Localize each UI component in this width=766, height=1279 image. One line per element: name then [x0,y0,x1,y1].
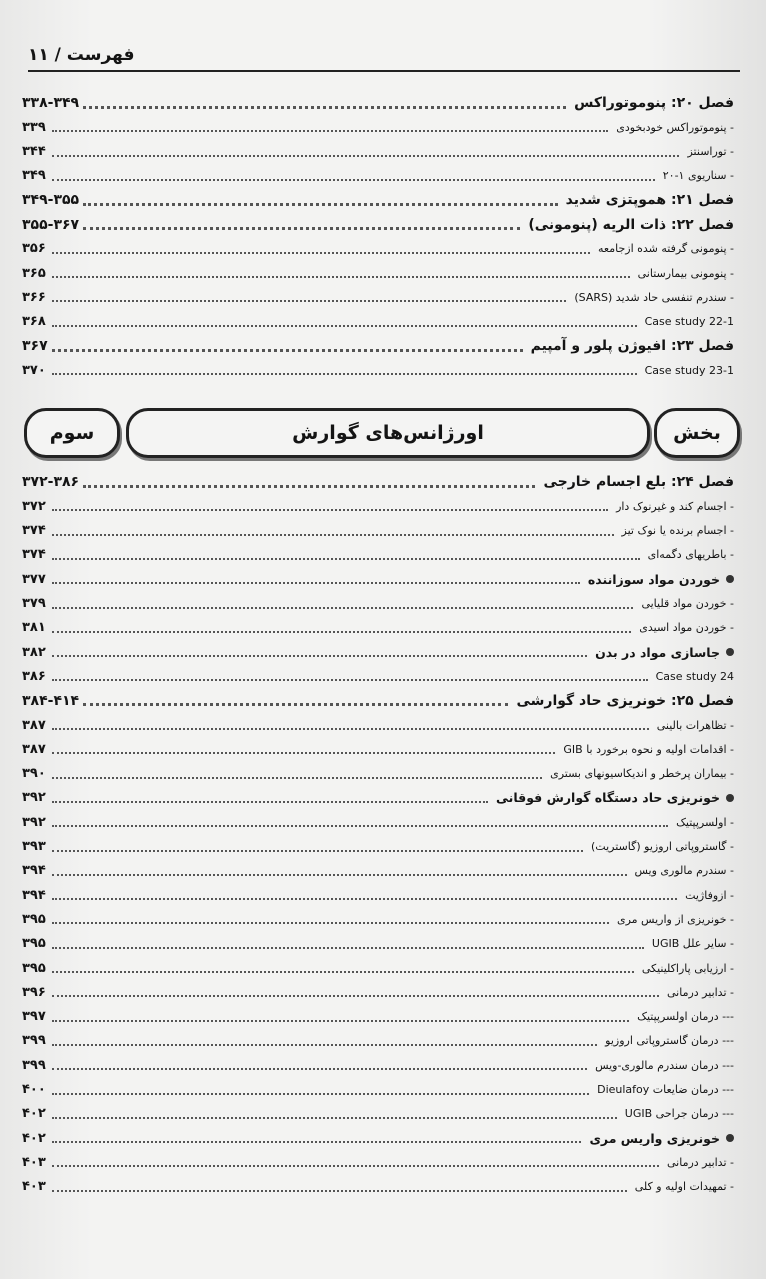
toc-entry-title: - ازوفاژیت [685,888,734,902]
toc-entry-title: خونریزی واریس مری [589,1130,720,1146]
toc-entry-page: ۴۰۰ [22,1082,46,1097]
dot-leader [52,179,655,181]
dot-leader [52,1165,659,1167]
toc-entry-page: ۳۷۲ [22,498,46,514]
toc-entry-page: ۳۹۲ [22,814,46,830]
bullet-icon [726,1134,734,1142]
toc-entry-page: ۳۹۳ [22,839,46,854]
toc-entry-title: - توراسنتز [687,145,734,159]
toc-entry-title: --- درمان اولسرپپتیک [637,1010,734,1024]
toc-entry [22,285,734,309]
toc-entry-page: ۴۰۲ [22,1106,46,1122]
toc-entry-page: ۳۸۲ [22,644,46,660]
dot-leader [52,777,542,779]
toc-entry-page: ۳۹۴ [22,863,46,879]
dot-leader [52,752,555,754]
toc-entry [22,907,734,931]
toc-entry-page: ۳۵۵-۳۶۷ [22,216,80,233]
dot-leader [52,1068,587,1070]
dot-leader [52,607,633,609]
dot-leader [52,1117,617,1119]
toc-entry [22,786,734,810]
toc-entry-title: - خونریزی از واریس مری [616,912,734,926]
toc-entry-page: ۳۸۷ [22,717,46,733]
toc-entry-title: جاسازی مواد در بدن [595,644,720,660]
toc-entry [22,737,734,761]
toc-entry [22,1126,734,1150]
dot-leader [52,801,488,803]
toc-entry [22,567,734,591]
toc-entry [22,1102,734,1126]
toc-entry-page: ۳۹۶ [22,984,46,1000]
dot-leader [52,874,627,876]
toc-entry-page: ۳۷۲-۳۸۶ [22,474,80,490]
toc-entry [22,762,734,786]
toc-entry-title: - سناریوی ۱-۲۰ [662,169,734,183]
toc-entry [22,1053,734,1077]
dot-leader [52,679,648,681]
toc-entry [22,140,734,164]
toc-entry [22,310,734,334]
toc-entry [22,213,734,237]
dot-leader [83,227,520,230]
toc-entry [22,1175,734,1199]
bullet-icon [726,648,734,656]
dot-leader [52,850,583,852]
toc-entry-title: - تمهیدات اولیه و کلی [634,1180,734,1194]
toc-entry [22,115,734,139]
toc-entry-title: - پنومونی بیمارستانی [637,266,734,280]
toc-entry-title: - خوردن مواد اسیدی [639,621,734,635]
dot-leader [52,534,614,536]
dot-leader [52,1141,581,1143]
dot-leader [52,631,631,633]
dot-leader [52,558,640,560]
toc-entry-title: فصل ۲۴: بلع اجسام خارجی [543,474,734,490]
toc-entry-title: - اجسام برنده یا نوک تیز [621,524,734,538]
toc-entry [22,334,734,358]
toc-entry [22,616,734,640]
toc-entry [22,835,734,859]
dot-leader [83,106,566,109]
dot-leader [52,995,659,997]
toc-entry-page: ۳۷۰ [22,362,46,378]
toc-entry-page: ۴۰۳ [22,1154,46,1170]
toc-entry-title: - اولسرپپتیک [676,815,734,829]
toc-entry-page: ۳۸۴-۴۱۴ [22,692,80,709]
toc-entry-page: ۳۶۵ [22,265,46,281]
toc-entry-title: - سندرم تنفسی حاد شدید (SARS) [574,290,734,304]
dot-leader [52,825,668,827]
toc-entry-page: ۳۹۵ [22,936,46,952]
toc-entry-page: ۳۶۷ [22,338,48,354]
toc-entry-title: - پنوموتوراکس خودبخودی [616,120,734,134]
dot-leader [52,155,679,157]
toc-entry-page: ۳۴۴ [22,144,46,160]
bullet-icon [726,575,734,583]
bullet-icon [726,794,734,802]
toc-entry-page: ۴۰۳ [22,1179,46,1195]
toc-entry-title: --- درمان سندرم مالوری-ویس [595,1058,734,1072]
toc-entry-page: ۳۹۲ [22,790,46,806]
toc-entry [22,810,734,834]
toc-entry [22,980,734,1004]
toc-entry-title: خونریزی حاد دستگاه گوارش فوقانی [496,790,720,806]
toc-entry-page: ۳۹۹ [22,1033,46,1049]
toc-entry [22,592,734,616]
dot-leader [52,1190,627,1192]
toc-entry-title: - سایر علل UGIB [651,937,734,951]
toc-entry [22,188,734,212]
toc-entry-page: ۳۹۷ [22,1009,46,1025]
toc-entry-title: Case study 23-1 [644,363,734,377]
toc-entry [22,1150,734,1174]
toc-entry-title: --- درمان جراحی UGIB [624,1107,734,1121]
dot-leader [52,373,637,375]
toc-entry-title: - اقدامات اولیه و نحوه برخورد با GIB [563,742,734,756]
dot-leader [52,922,609,924]
toc-entry-title: - تدابیر درمانی [667,1155,734,1169]
section-label-left: سوم [24,408,120,458]
toc-entry [22,261,734,285]
toc-entry-title: فصل ۲۳: افیوژن پلور و آمپیم [530,338,734,354]
toc-entry-title: --- درمان ضایعات Dieulafoy [597,1083,734,1096]
dot-leader [52,971,634,973]
toc-entry [22,883,734,907]
dot-leader [52,276,630,278]
toc-entry-page: ۳۵۶ [22,241,46,257]
section-label-right: بخش [654,408,740,458]
toc-entry [22,1005,734,1029]
dot-leader [52,349,523,352]
dot-leader [52,1093,589,1095]
toc-entry-title: - خوردن مواد قلیایی [641,597,734,610]
toc-entry-title: - تظاهرات بالینی [656,718,734,732]
toc-entry-title: Case study 24 [655,669,734,683]
toc-entry [22,1078,734,1102]
toc-entry [22,519,734,543]
toc-entry-page: ۳۶۶ [22,289,46,305]
dot-leader [52,1020,629,1022]
dot-leader [52,582,580,584]
toc-entry-title: - سندرم مالوری ویس [634,864,734,878]
toc-entry-title: - تدابیر درمانی [667,985,734,999]
dot-leader [52,947,644,949]
toc-entry-page: ۳۷۷ [22,571,46,587]
dot-leader [52,728,649,730]
toc-entry-title: - اجسام کند و غیرنوک دار [616,499,734,513]
toc-entry-page: ۳۹۵ [22,911,46,927]
toc-entry-page: ۳۹۹ [22,1057,46,1073]
toc-entry-title: - پنومونی گرفته شده ازجامعه [598,242,734,256]
toc-entry [22,91,734,115]
dot-leader [83,485,535,488]
dot-leader [52,509,608,511]
toc-entry [22,494,734,518]
dot-leader [52,130,608,132]
toc-entry-title: - باطریهای دگمه‌ای [647,548,734,562]
toc-entry-title: فصل ۲۵: خونریزی حاد گوارشی [516,692,734,709]
toc-entry [22,956,734,980]
toc-entry-page: ۳۷۴ [22,523,46,539]
toc-entry [22,664,734,688]
section-title: اورژانس‌های گوارش [126,408,650,458]
toc-entry-title: Case study 22-1 [644,315,734,329]
toc-entry-page: ۳۹۰ [22,766,46,782]
toc-entry [22,237,734,261]
toc-entry-page: ۳۸۶ [22,668,46,684]
toc-entry [22,358,734,382]
toc-entry-page: ۳۴۹-۳۵۵ [22,192,80,209]
dot-leader [52,898,677,900]
toc-entry [22,640,734,664]
toc-entry-page: ۳۸۷ [22,741,46,757]
toc-entry-page: ۴۰۲ [22,1130,46,1146]
toc-entry-page: ۳۳۸-۳۴۹ [22,95,80,111]
toc-entry-title: --- درمان گاستروپاتی اروزیو [605,1034,734,1048]
dot-leader [83,203,558,206]
toc-entry-title: - گاستروپاتی اروزیو (گاستریت) [591,840,734,853]
toc-entry-title: - ارزیابی پاراکلینیکی [641,961,734,975]
toc-entry [22,689,734,713]
toc-entry-page: ۳۸۱ [22,620,46,636]
toc-entry-page: ۳۷۹ [22,596,46,611]
toc-entry-page: ۳۷۴ [22,547,46,563]
dot-leader [52,655,587,657]
toc-entry [22,932,734,956]
toc-entry [22,543,734,567]
dot-leader [52,252,590,254]
toc-entry [22,470,734,494]
toc-entry-page: ۳۹۵ [22,960,46,976]
toc-entry [22,164,734,188]
dot-leader [83,703,508,706]
toc-entry-title: فصل ۲۰: پنوموتوراکس [574,95,734,111]
toc-entry-page: ۳۳۹ [22,119,46,135]
dot-leader [52,1044,597,1046]
toc-entry-page: ۳۴۹ [22,168,46,184]
page-header: فهرست / ۱۱ [28,45,135,65]
toc-entry-page: ۳۹۴ [22,887,46,903]
toc-entry-title: فصل ۲۲: ذات الریه (پنومونی) [528,216,734,233]
toc-entry [22,1029,734,1053]
toc-entry-title: - بیماران پرخطر و اندیکاسیونهای بستری [550,767,734,781]
toc-entry-title: خوردن مواد سوزاننده [587,571,720,587]
dot-leader [52,300,566,302]
toc-entry [22,859,734,883]
toc-entry-title: فصل ۲۱: هموپتزی شدید [565,192,734,209]
toc-entry-page: ۳۶۸ [22,314,46,330]
header-rule [28,70,740,72]
dot-leader [52,325,637,327]
toc-entry [22,713,734,737]
